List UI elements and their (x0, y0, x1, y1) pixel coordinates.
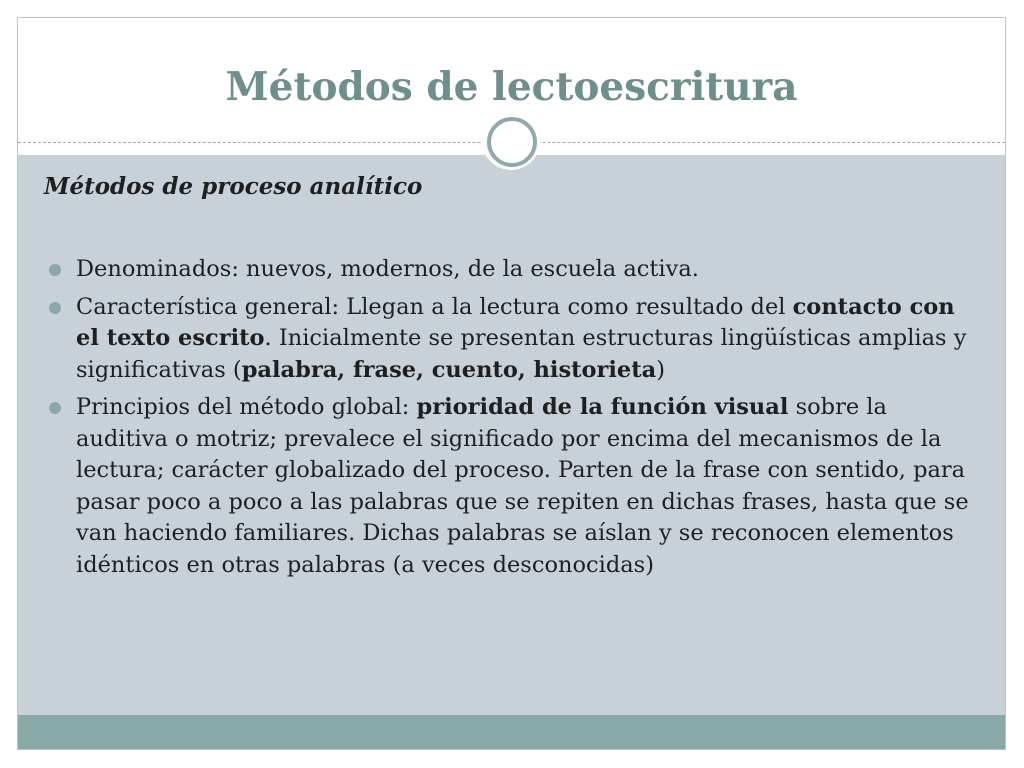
bullet-segment: ) (656, 356, 665, 383)
bullet-segment: Principios del método global: (76, 394, 417, 420)
divider-circle-icon (487, 117, 537, 167)
bullet-segment: sobre la auditiva o motriz; prevalece el significado por encima del mecanismos de la lectura; carácter globalizado del proceso. Parten de la frase con sentido, para pasar poco a poco a las palabras que se repiten en dichas frases, hasta que se van haciendo familiares. Dichas palabras se aíslan y se reconocen elementos idénticos en otras palabras (a veces desconocidas) (76, 394, 969, 578)
bullet-segment-bold: palabra, frase, cuento, historieta (241, 356, 657, 383)
bullet-list (44, 254, 984, 587)
bullet-text (76, 394, 969, 578)
slide-title: Métodos de lectoescritura (225, 64, 798, 110)
bullet-item (44, 392, 984, 581)
bullet-text (76, 294, 966, 383)
bullet-dot-icon (49, 302, 61, 314)
bullet-text (76, 256, 699, 282)
bullet-segment-bold: prioridad de la función visual (416, 394, 789, 420)
bullet-segment: Característica general: Llegan a la lectura como resultado del (76, 293, 793, 320)
footer-band (18, 715, 1005, 749)
slide-subtitle: Métodos de proceso analítico (44, 173, 423, 200)
bullet-dot-icon (49, 264, 61, 276)
bullet-segment: Denominados: nuevos, modernos, de la escuela activa. (76, 256, 699, 282)
bullet-segment-bold: contacto con el texto escrito (76, 293, 955, 351)
bullet-item (44, 254, 984, 286)
bullet-item (44, 292, 984, 387)
bullet-dot-icon (49, 402, 61, 414)
bullet-segment: . Inicialmente se presentan estructuras lingüísticas amplias y significativas ( (76, 325, 967, 383)
